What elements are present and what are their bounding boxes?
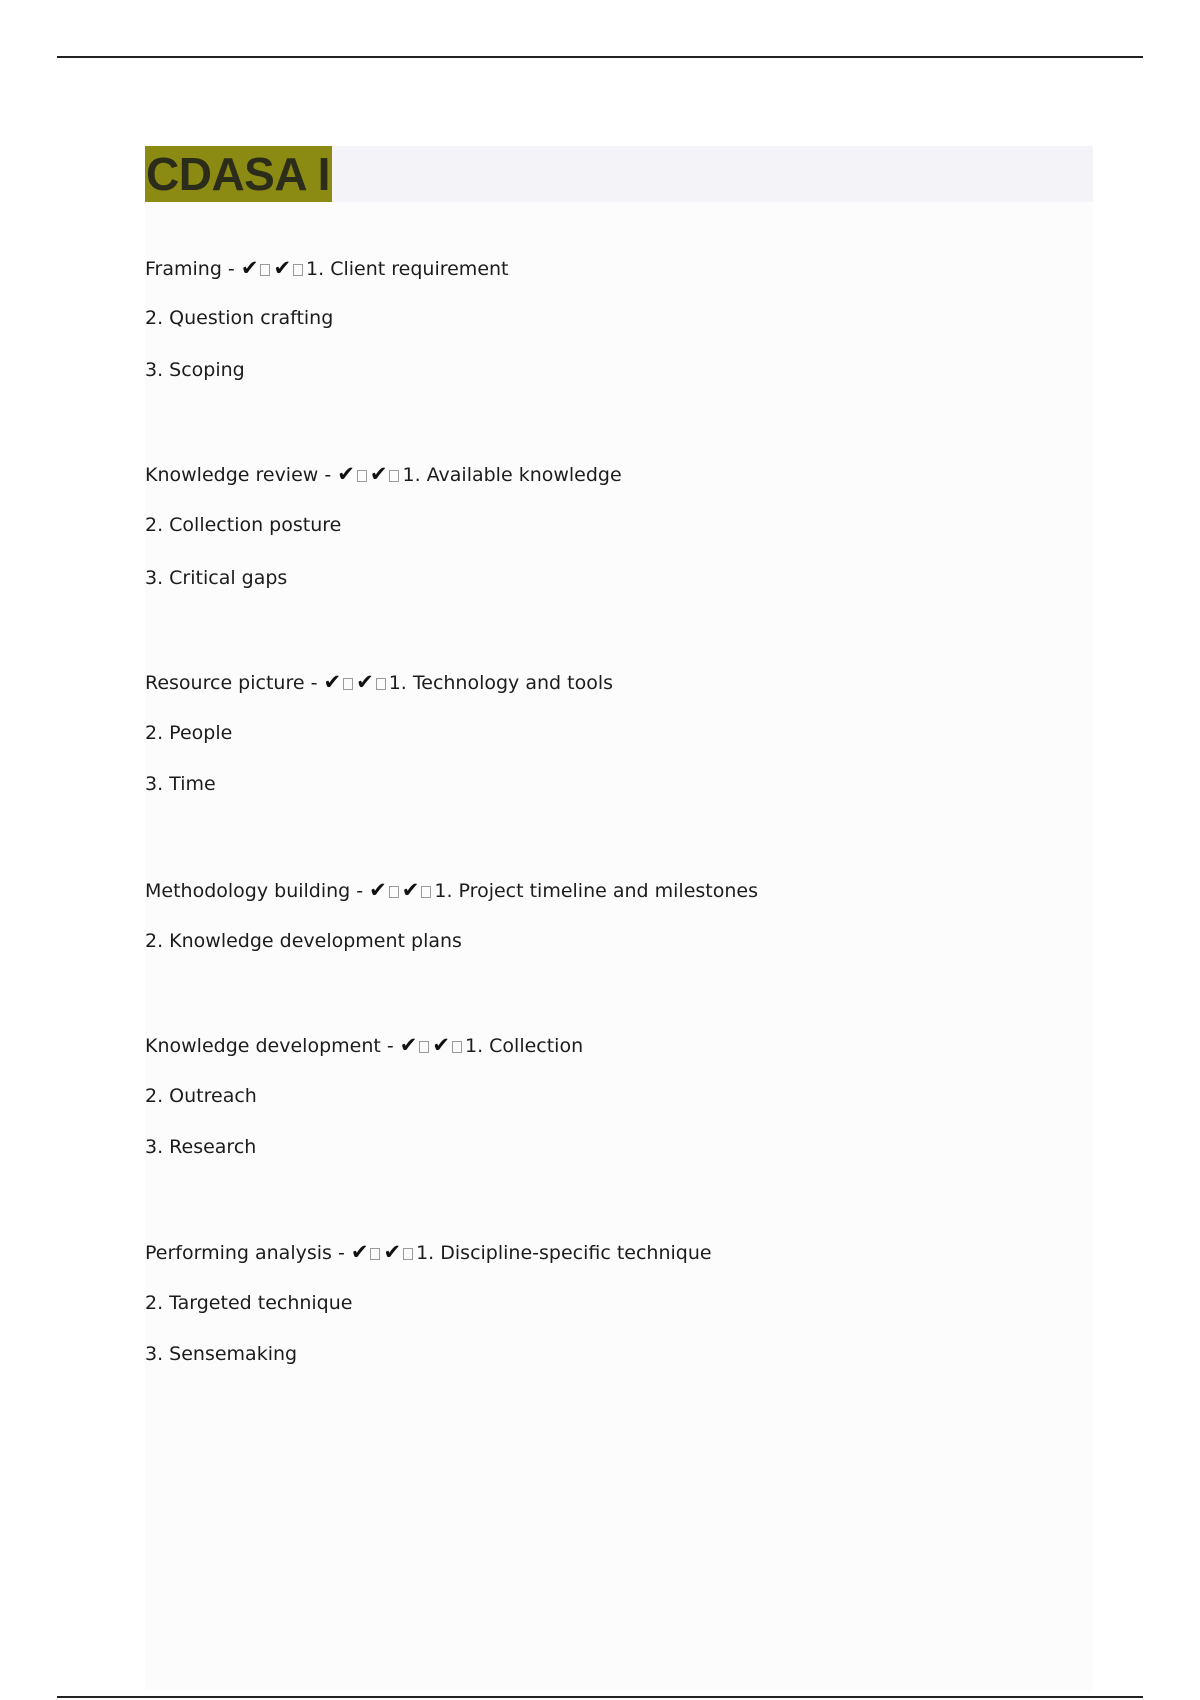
separator: - bbox=[221, 258, 241, 280]
empty-box-icon bbox=[357, 470, 367, 482]
term-label: Knowledge development bbox=[145, 1035, 381, 1057]
term-label: Resource picture bbox=[145, 672, 305, 694]
section-performing-analysis-heading bbox=[145, 1242, 712, 1263]
list-item: 2. People bbox=[145, 722, 233, 744]
check-mark-icon: ✔ bbox=[356, 670, 374, 694]
check-mark-icon: ✔ bbox=[399, 1033, 418, 1057]
header-rule bbox=[57, 56, 1143, 58]
empty-box-icon bbox=[389, 886, 399, 898]
empty-box-icon bbox=[370, 1248, 380, 1260]
list-item: 3. Research bbox=[145, 1136, 257, 1158]
section-knowledge-development-heading bbox=[145, 1035, 583, 1056]
list-item: 3. Scoping bbox=[145, 359, 245, 381]
separator: - bbox=[331, 1242, 351, 1264]
check-mark-icon: ✔ bbox=[401, 878, 420, 902]
list-item: 1. Discipline-specific technique bbox=[416, 1242, 712, 1264]
term-label: Performing analysis bbox=[145, 1242, 332, 1264]
list-item: 2. Targeted technique bbox=[145, 1292, 353, 1314]
empty-box-icon bbox=[403, 1248, 413, 1260]
empty-box-icon bbox=[421, 886, 431, 898]
check-mark-icon: ✔ bbox=[323, 670, 342, 694]
empty-box-icon bbox=[452, 1041, 462, 1053]
list-item: 3. Critical gaps bbox=[145, 567, 288, 589]
list-item: 1. Technology and tools bbox=[388, 672, 614, 694]
check-mark-icon: ✔ bbox=[337, 462, 355, 486]
section-framing-heading bbox=[145, 258, 509, 279]
empty-box-icon bbox=[376, 678, 386, 690]
empty-box-icon bbox=[293, 264, 303, 276]
section-knowledge-review-heading bbox=[145, 464, 622, 485]
term-label: Methodology building bbox=[145, 880, 351, 902]
title-highlight bbox=[145, 146, 332, 202]
document-title: CDASA I bbox=[146, 148, 330, 200]
list-item: 1. Available knowledge bbox=[402, 464, 622, 486]
list-item: 1. Collection bbox=[464, 1035, 584, 1057]
list-item: 3. Sensemaking bbox=[145, 1343, 298, 1365]
separator: - bbox=[318, 464, 338, 486]
section-resource-picture-heading bbox=[145, 672, 613, 693]
list-item: 3. Time bbox=[145, 773, 216, 795]
empty-box-icon bbox=[419, 1041, 429, 1053]
check-mark-icon: ✔ bbox=[432, 1033, 450, 1057]
list-item: 2. Outreach bbox=[145, 1085, 257, 1107]
list-item: 2. Question crafting bbox=[145, 307, 334, 329]
empty-box-icon bbox=[260, 264, 270, 276]
check-mark-icon: ✔ bbox=[369, 462, 388, 486]
section-methodology-building-heading bbox=[145, 880, 758, 901]
list-item: 1. Project timeline and milestones bbox=[434, 880, 759, 902]
empty-box-icon bbox=[343, 678, 353, 690]
check-mark-icon: ✔ bbox=[369, 878, 387, 902]
term-label: Knowledge review bbox=[145, 464, 319, 486]
footer-rule bbox=[57, 1696, 1143, 1698]
check-mark-icon: ✔ bbox=[383, 1240, 402, 1264]
separator: - bbox=[304, 672, 324, 694]
check-mark-icon: ✔ bbox=[350, 1240, 369, 1264]
list-item: 2. Knowledge development plans bbox=[145, 930, 462, 952]
list-item: 2. Collection posture bbox=[145, 514, 342, 536]
term-label: Framing bbox=[145, 258, 222, 280]
separator: - bbox=[350, 880, 370, 902]
empty-box-icon bbox=[389, 470, 399, 482]
check-mark-icon: ✔ bbox=[273, 256, 292, 280]
separator: - bbox=[380, 1035, 400, 1057]
list-item: 1. Client requirement bbox=[306, 258, 509, 280]
check-mark-icon: ✔ bbox=[240, 256, 259, 280]
